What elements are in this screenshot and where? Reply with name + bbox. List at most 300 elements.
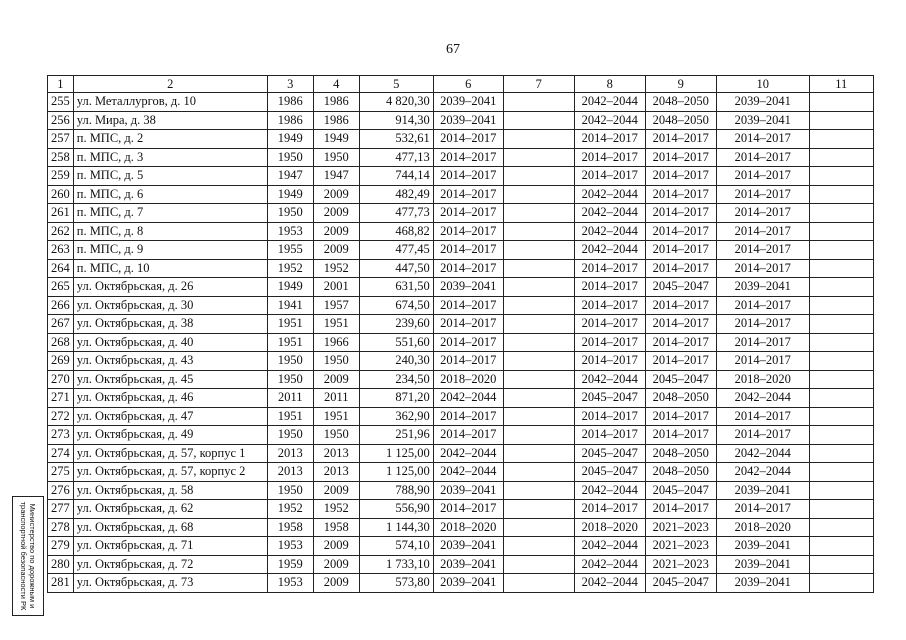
cell-year-commissioned: 1950 [313,426,359,445]
cell-row-number: 262 [48,222,74,241]
cell-year-commissioned: 2001 [313,278,359,297]
cell-address: ул. Октябрьская, д. 40 [73,333,267,352]
cell-year-built: 1949 [267,185,313,204]
cell-period-col8: 2014–2017 [574,259,645,278]
cell-col11 [809,407,873,426]
cell-area: 914,30 [359,111,433,130]
cell-period-col9: 2014–2017 [645,333,716,352]
cell-period-col6: 2039–2041 [433,537,503,556]
cell-period-col6: 2039–2041 [433,278,503,297]
cell-period-col9: 2014–2017 [645,259,716,278]
cell-period-col9: 2014–2017 [645,426,716,445]
cell-col7 [503,259,574,278]
cell-year-built: 1950 [267,204,313,223]
cell-year-built: 1986 [267,93,313,112]
table-row [48,185,874,204]
header-cell-8: 8 [574,76,645,93]
cell-period-col6: 2014–2017 [433,315,503,334]
cell-address: ул. Октябрьская, д. 38 [73,315,267,334]
cell-period-col10: 2014–2017 [716,130,809,149]
cell-year-built: 1955 [267,241,313,260]
cell-row-number: 268 [48,333,74,352]
cell-year-built: 1950 [267,352,313,371]
cell-year-commissioned: 1950 [313,148,359,167]
cell-period-col9: 2048–2050 [645,111,716,130]
cell-year-built: 1947 [267,167,313,186]
header-cell-7: 7 [503,76,574,93]
cell-period-col8: 2042–2044 [574,93,645,112]
header-cell-9: 9 [645,76,716,93]
cell-year-commissioned: 2009 [313,204,359,223]
cell-period-col9: 2014–2017 [645,241,716,260]
cell-col11 [809,370,873,389]
registration-stamp [12,496,44,616]
cell-period-col10: 2014–2017 [716,222,809,241]
cell-address: ул. Октябрьская, д. 49 [73,426,267,445]
cell-year-commissioned: 2009 [313,481,359,500]
cell-period-col6: 2039–2041 [433,555,503,574]
cell-area: 240,30 [359,352,433,371]
cell-address: ул. Мира, д. 38 [73,111,267,130]
cell-area: 532,61 [359,130,433,149]
cell-year-commissioned: 2009 [313,555,359,574]
cell-year-built: 1951 [267,333,313,352]
cell-period-col8: 2014–2017 [574,296,645,315]
cell-row-number: 276 [48,481,74,500]
cell-year-built: 1953 [267,574,313,593]
cell-col11 [809,222,873,241]
cell-area: 447,50 [359,259,433,278]
table-row [48,241,874,260]
cell-period-col6: 2014–2017 [433,352,503,371]
cell-address: ул. Октябрьская, д. 62 [73,500,267,519]
cell-year-commissioned: 1952 [313,259,359,278]
cell-row-number: 257 [48,130,74,149]
cell-col11 [809,111,873,130]
cell-period-col9: 2014–2017 [645,407,716,426]
cell-period-col9: 2048–2050 [645,93,716,112]
cell-address: ул. Октябрьская, д. 57, корпус 1 [73,444,267,463]
table-row [48,518,874,537]
cell-col7 [503,537,574,556]
cell-year-built: 1950 [267,148,313,167]
cell-period-col9: 2014–2017 [645,500,716,519]
table-row [48,426,874,445]
cell-area: 234,50 [359,370,433,389]
cell-area: 1 144,30 [359,518,433,537]
table-row [48,93,874,112]
cell-col11 [809,278,873,297]
cell-period-col6: 2014–2017 [433,333,503,352]
cell-year-commissioned: 2009 [313,370,359,389]
cell-period-col6: 2014–2017 [433,185,503,204]
cell-col7 [503,574,574,593]
cell-address: ул. Октябрьская, д. 26 [73,278,267,297]
cell-col11 [809,130,873,149]
cell-address: п. МПС, д. 5 [73,167,267,186]
cell-area: 674,50 [359,296,433,315]
cell-period-col10: 2039–2041 [716,481,809,500]
cell-year-built: 1950 [267,481,313,500]
cell-year-commissioned: 2009 [313,241,359,260]
cell-year-commissioned: 1947 [313,167,359,186]
cell-period-col8: 2042–2044 [574,204,645,223]
cell-period-col9: 2048–2050 [645,463,716,482]
cell-year-commissioned: 2009 [313,537,359,556]
cell-address: ул. Октябрьская, д. 73 [73,574,267,593]
cell-period-col8: 2042–2044 [574,481,645,500]
cell-row-number: 266 [48,296,74,315]
cell-year-commissioned: 2011 [313,389,359,408]
cell-col7 [503,204,574,223]
cell-year-commissioned: 1957 [313,296,359,315]
header-cell-3: 3 [267,76,313,93]
cell-period-col6: 2039–2041 [433,111,503,130]
cell-area: 362,90 [359,407,433,426]
table-row [48,537,874,556]
cell-col7 [503,444,574,463]
cell-period-col10: 2018–2020 [716,518,809,537]
cell-period-col10: 2014–2017 [716,315,809,334]
cell-year-built: 1953 [267,222,313,241]
cell-year-built: 1952 [267,259,313,278]
table-row [48,204,874,223]
cell-period-col6: 2014–2017 [433,500,503,519]
cell-period-col8: 2014–2017 [574,352,645,371]
table-row [48,370,874,389]
cell-col7 [503,333,574,352]
cell-row-number: 274 [48,444,74,463]
cell-period-col10: 2014–2017 [716,148,809,167]
cell-address: ул. Октябрьская, д. 45 [73,370,267,389]
cell-period-col8: 2042–2044 [574,222,645,241]
cell-period-col9: 2014–2017 [645,222,716,241]
cell-area: 468,82 [359,222,433,241]
cell-year-built: 1941 [267,296,313,315]
cell-address: п. МПС, д. 2 [73,130,267,149]
cell-col11 [809,389,873,408]
cell-period-col8: 2018–2020 [574,518,645,537]
cell-row-number: 256 [48,111,74,130]
cell-year-built: 2013 [267,444,313,463]
cell-period-col6: 2014–2017 [433,296,503,315]
cell-area: 744,14 [359,167,433,186]
cell-period-col6: 2042–2044 [433,389,503,408]
cell-address: п. МПС, д. 3 [73,148,267,167]
cell-col7 [503,278,574,297]
cell-area: 1 733,10 [359,555,433,574]
header-cell-10: 10 [716,76,809,93]
cell-period-col9: 2021–2023 [645,518,716,537]
cell-col11 [809,352,873,371]
cell-area: 477,73 [359,204,433,223]
cell-col7 [503,111,574,130]
cell-period-col8: 2042–2044 [574,574,645,593]
table-row [48,500,874,519]
cell-area: 1 125,00 [359,463,433,482]
table-row [48,555,874,574]
cell-col7 [503,370,574,389]
cell-period-col6: 2014–2017 [433,241,503,260]
table-row [48,481,874,500]
cell-period-col8: 2014–2017 [574,167,645,186]
cell-area: 871,20 [359,389,433,408]
header-cell-11: 11 [809,76,873,93]
table-row [48,148,874,167]
cell-address: ул. Октябрьская, д. 72 [73,555,267,574]
cell-period-col8: 2045–2047 [574,389,645,408]
cell-year-built: 1950 [267,370,313,389]
cell-col7 [503,555,574,574]
cell-period-col8: 2042–2044 [574,555,645,574]
table-row [48,278,874,297]
cell-period-col10: 2014–2017 [716,352,809,371]
cell-year-commissioned: 1951 [313,315,359,334]
cell-period-col6: 2039–2041 [433,93,503,112]
housing-table [47,75,874,593]
cell-address: ул. Октябрьская, д. 57, корпус 2 [73,463,267,482]
cell-year-built: 1986 [267,111,313,130]
cell-period-col10: 2014–2017 [716,259,809,278]
table-row [48,130,874,149]
cell-year-commissioned: 1951 [313,407,359,426]
cell-area: 574,10 [359,537,433,556]
cell-period-col9: 2021–2023 [645,537,716,556]
cell-col11 [809,93,873,112]
cell-col7 [503,93,574,112]
cell-year-built: 2011 [267,389,313,408]
cell-col7 [503,500,574,519]
cell-year-commissioned: 1966 [313,333,359,352]
cell-period-col6: 2042–2044 [433,463,503,482]
cell-col7 [503,407,574,426]
cell-period-col9: 2021–2023 [645,555,716,574]
cell-period-col6: 2018–2020 [433,370,503,389]
cell-period-col10: 2014–2017 [716,426,809,445]
cell-year-commissioned: 1986 [313,111,359,130]
cell-row-number: 278 [48,518,74,537]
cell-address: п. МПС, д. 7 [73,204,267,223]
table-row [48,222,874,241]
cell-year-built: 1958 [267,518,313,537]
cell-period-col8: 2042–2044 [574,537,645,556]
cell-col7 [503,352,574,371]
cell-period-col9: 2048–2050 [645,444,716,463]
cell-period-col8: 2014–2017 [574,278,645,297]
cell-row-number: 275 [48,463,74,482]
cell-period-col6: 2014–2017 [433,167,503,186]
cell-year-built: 1949 [267,130,313,149]
cell-period-col8: 2042–2044 [574,185,645,204]
cell-period-col6: 2039–2041 [433,481,503,500]
cell-col7 [503,296,574,315]
cell-row-number: 280 [48,555,74,574]
cell-area: 482,49 [359,185,433,204]
cell-address: ул. Металлургов, д. 10 [73,93,267,112]
cell-address: ул. Октябрьская, д. 71 [73,537,267,556]
cell-year-built: 1949 [267,278,313,297]
cell-period-col10: 2042–2044 [716,463,809,482]
cell-year-commissioned: 1952 [313,500,359,519]
cell-col11 [809,518,873,537]
cell-period-col9: 2045–2047 [645,278,716,297]
cell-period-col8: 2042–2044 [574,111,645,130]
cell-year-commissioned: 2013 [313,463,359,482]
cell-period-col9: 2045–2047 [645,574,716,593]
cell-period-col10: 2039–2041 [716,111,809,130]
cell-col7 [503,185,574,204]
cell-address: ул. Октябрьская, д. 46 [73,389,267,408]
cell-col11 [809,481,873,500]
cell-col7 [503,167,574,186]
cell-area: 251,96 [359,426,433,445]
table-row [48,167,874,186]
cell-col7 [503,518,574,537]
cell-area: 477,45 [359,241,433,260]
cell-period-col6: 2014–2017 [433,407,503,426]
cell-period-col8: 2014–2017 [574,333,645,352]
cell-address: п. МПС, д. 10 [73,259,267,278]
cell-period-col10: 2014–2017 [716,296,809,315]
cell-year-commissioned: 1986 [313,93,359,112]
cell-col11 [809,241,873,260]
cell-year-built: 1951 [267,315,313,334]
cell-period-col10: 2039–2041 [716,555,809,574]
cell-row-number: 270 [48,370,74,389]
page-number: 67 [446,42,460,57]
cell-period-col8: 2042–2044 [574,370,645,389]
cell-period-col9: 2014–2017 [645,352,716,371]
cell-period-col9: 2014–2017 [645,204,716,223]
cell-col11 [809,537,873,556]
cell-row-number: 267 [48,315,74,334]
cell-col7 [503,222,574,241]
header-cell-5: 5 [359,76,433,93]
cell-col7 [503,241,574,260]
table-row [48,352,874,371]
cell-area: 556,90 [359,500,433,519]
cell-area: 477,13 [359,148,433,167]
table-body [48,93,874,593]
cell-col11 [809,296,873,315]
header-cell-2: 2 [73,76,267,93]
cell-period-col9: 2014–2017 [645,167,716,186]
cell-period-col8: 2045–2047 [574,463,645,482]
cell-row-number: 269 [48,352,74,371]
cell-col7 [503,148,574,167]
cell-period-col9: 2048–2050 [645,389,716,408]
cell-year-commissioned: 2013 [313,444,359,463]
cell-period-col10: 2018–2020 [716,370,809,389]
cell-period-col10: 2014–2017 [716,204,809,223]
cell-period-col6: 2014–2017 [433,204,503,223]
cell-area: 573,80 [359,574,433,593]
cell-col11 [809,204,873,223]
cell-period-col8: 2045–2047 [574,444,645,463]
cell-period-col10: 2039–2041 [716,537,809,556]
cell-year-commissioned: 1958 [313,518,359,537]
cell-period-col10: 2039–2041 [716,278,809,297]
cell-row-number: 271 [48,389,74,408]
cell-row-number: 263 [48,241,74,260]
cell-address: п. МПС, д. 6 [73,185,267,204]
cell-address: ул. Октябрьская, д. 68 [73,518,267,537]
cell-area: 1 125,00 [359,444,433,463]
cell-period-col9: 2014–2017 [645,130,716,149]
cell-period-col10: 2042–2044 [716,444,809,463]
cell-area: 631,50 [359,278,433,297]
cell-col11 [809,555,873,574]
cell-col11 [809,315,873,334]
cell-row-number: 258 [48,148,74,167]
cell-col11 [809,259,873,278]
cell-year-built: 2013 [267,463,313,482]
cell-row-number: 281 [48,574,74,593]
table-row [48,111,874,130]
cell-period-col9: 2014–2017 [645,148,716,167]
cell-period-col8: 2014–2017 [574,500,645,519]
cell-period-col10: 2014–2017 [716,500,809,519]
cell-period-col6: 2014–2017 [433,259,503,278]
cell-col7 [503,481,574,500]
cell-period-col8: 2014–2017 [574,130,645,149]
cell-period-col8: 2042–2044 [574,241,645,260]
cell-period-col6: 2039–2041 [433,574,503,593]
cell-col7 [503,426,574,445]
cell-period-col10: 2039–2041 [716,574,809,593]
cell-year-built: 1959 [267,555,313,574]
cell-address: ул. Октябрьская, д. 43 [73,352,267,371]
header-cell-6: 6 [433,76,503,93]
cell-period-col9: 2014–2017 [645,296,716,315]
cell-period-col9: 2014–2017 [645,315,716,334]
cell-row-number: 273 [48,426,74,445]
cell-year-built: 1952 [267,500,313,519]
cell-period-col10: 2014–2017 [716,407,809,426]
cell-col11 [809,500,873,519]
cell-year-built: 1951 [267,407,313,426]
cell-col11 [809,167,873,186]
cell-period-col9: 2045–2047 [645,370,716,389]
cell-col11 [809,426,873,445]
cell-area: 239,60 [359,315,433,334]
cell-period-col10: 2014–2017 [716,241,809,260]
header-row [48,76,874,93]
cell-period-col6: 2014–2017 [433,130,503,149]
cell-period-col6: 2042–2044 [433,444,503,463]
table-row [48,407,874,426]
cell-row-number: 264 [48,259,74,278]
cell-col11 [809,333,873,352]
table-row [48,259,874,278]
cell-col7 [503,315,574,334]
cell-row-number: 260 [48,185,74,204]
cell-year-built: 1950 [267,426,313,445]
cell-year-commissioned: 1950 [313,352,359,371]
cell-period-col10: 2039–2041 [716,93,809,112]
cell-col11 [809,463,873,482]
cell-col11 [809,148,873,167]
table-row [48,444,874,463]
cell-period-col10: 2014–2017 [716,167,809,186]
cell-address: п. МПС, д. 8 [73,222,267,241]
stamp-text: Министерство по дорожным и транспортной безопасности РК [19,501,37,611]
cell-period-col8: 2014–2017 [574,315,645,334]
cell-row-number: 272 [48,407,74,426]
cell-year-built: 1953 [267,537,313,556]
cell-period-col6: 2014–2017 [433,222,503,241]
cell-col11 [809,185,873,204]
